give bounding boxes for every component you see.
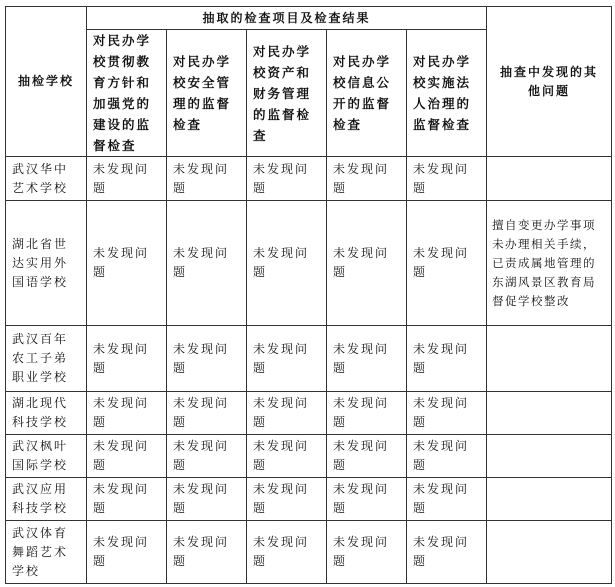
result-cell: 未发现问题 — [327, 435, 407, 478]
other-issue-cell — [487, 435, 612, 478]
other-issue-cell — [487, 157, 612, 201]
result-cell: 未发现问题 — [407, 201, 487, 326]
table-row — [6, 435, 612, 478]
result-cell: 未发现问题 — [247, 478, 327, 521]
result-cell: 未发现问题 — [87, 435, 167, 478]
result-cell: 未发现问题 — [247, 201, 327, 326]
other-issue-cell — [487, 326, 612, 392]
result-cell: 未发现问题 — [327, 326, 407, 392]
result-cell: 未发现问题 — [167, 157, 247, 201]
header-item-party: 对民办学校贯彻教育方针和加强党的建设的监督检查 — [87, 30, 167, 157]
other-issue-cell — [487, 478, 612, 521]
header-item-governance: 对民办学校实施法人治理的监督检查 — [407, 30, 487, 157]
header-item-disclosure: 对民办学校信息公开的监督检查 — [327, 30, 407, 157]
header-school: 抽检学校 — [6, 7, 87, 157]
header-group: 抽取的检查项目及检查结果 — [87, 7, 487, 30]
result-cell: 未发现问题 — [87, 478, 167, 521]
result-cell: 未发现问题 — [167, 435, 247, 478]
table-row — [6, 478, 612, 521]
result-cell: 未发现问题 — [87, 201, 167, 326]
result-cell: 未发现问题 — [327, 478, 407, 521]
result-cell: 未发现问题 — [407, 392, 487, 435]
school-name: 武汉应用科技学校 — [6, 478, 87, 521]
table-row — [6, 326, 612, 392]
result-cell: 未发现问题 — [327, 201, 407, 326]
result-cell: 未发现问题 — [407, 521, 487, 584]
school-name: 湖北现代科技学校 — [6, 392, 87, 435]
result-cell: 未发现问题 — [247, 435, 327, 478]
result-cell: 未发现问题 — [247, 392, 327, 435]
school-name: 武汉华中艺术学校 — [6, 157, 87, 201]
header-other: 抽查中发现的其他问题 — [487, 7, 612, 157]
result-cell: 未发现问题 — [167, 521, 247, 584]
result-cell: 未发现问题 — [407, 326, 487, 392]
table-row — [6, 392, 612, 435]
result-cell: 未发现问题 — [407, 478, 487, 521]
table-row — [6, 521, 612, 584]
result-cell: 未发现问题 — [327, 521, 407, 584]
table-row — [6, 157, 612, 201]
result-cell: 未发现问题 — [87, 392, 167, 435]
result-cell: 未发现问题 — [247, 521, 327, 584]
result-cell: 未发现问题 — [407, 435, 487, 478]
result-cell: 未发现问题 — [327, 392, 407, 435]
school-name: 湖北省世达实用外国语学校 — [6, 201, 87, 326]
result-cell: 未发现问题 — [167, 392, 247, 435]
result-cell: 未发现问题 — [167, 326, 247, 392]
school-name: 武汉枫叶国际学校 — [6, 435, 87, 478]
result-cell: 未发现问题 — [167, 201, 247, 326]
inspection-table — [5, 6, 612, 584]
school-name: 武汉百年农工子弟职业学校 — [6, 326, 87, 392]
result-cell: 未发现问题 — [247, 157, 327, 201]
result-cell: 未发现问题 — [87, 521, 167, 584]
other-issue-cell: 擅自变更办学事项未办理相关手续，已责成属地管理的东湖风景区教育局督促学校整改 — [487, 201, 612, 326]
header-item-safety: 对民办学校安全管理的监督检查 — [167, 30, 247, 157]
table-row — [6, 201, 612, 326]
other-issue-cell — [487, 392, 612, 435]
other-issue-cell — [487, 521, 612, 584]
result-cell: 未发现问题 — [87, 157, 167, 201]
result-cell: 未发现问题 — [87, 326, 167, 392]
result-cell: 未发现问题 — [167, 478, 247, 521]
result-cell: 未发现问题 — [407, 157, 487, 201]
school-name: 武汉体育舞蹈艺术学校 — [6, 521, 87, 584]
result-cell: 未发现问题 — [327, 157, 407, 201]
result-cell: 未发现问题 — [247, 326, 327, 392]
header-item-finance: 对民办学校资产和财务管理的监督检查 — [247, 30, 327, 157]
